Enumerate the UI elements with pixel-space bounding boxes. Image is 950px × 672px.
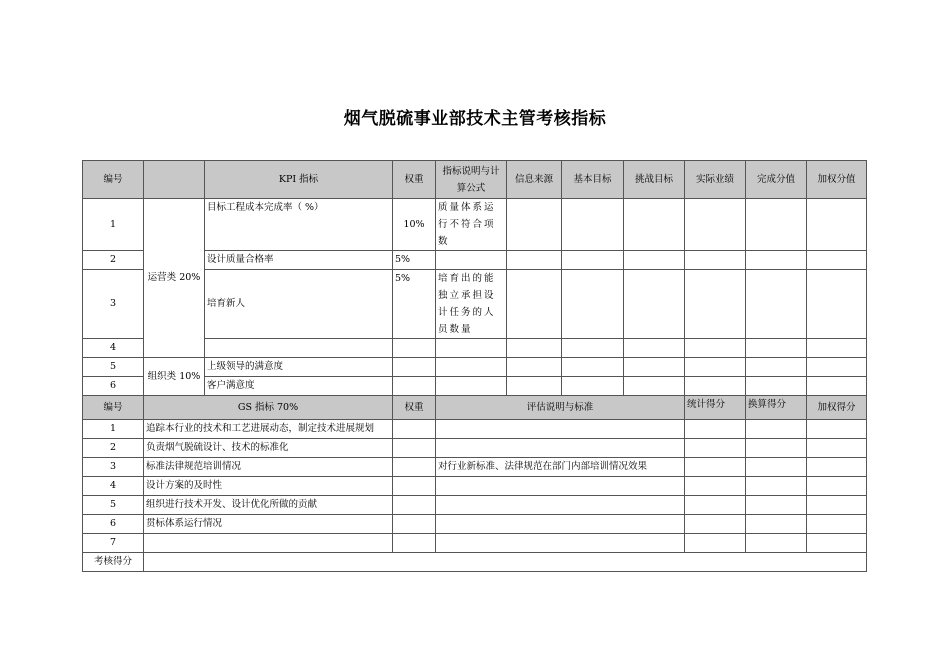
gs-row-no: 6 xyxy=(83,515,144,534)
gs-row-weighted xyxy=(807,477,867,496)
kpi-row-base xyxy=(562,251,624,270)
kpi-row-actual xyxy=(685,199,746,251)
kpi-row-source xyxy=(507,377,562,396)
kpi-row-no: 2 xyxy=(83,251,144,270)
gs-row-weight xyxy=(393,534,436,553)
kpi-header-challenge-target: 挑战目标 xyxy=(624,161,685,199)
gs-row-convert xyxy=(746,534,807,553)
gs-row-convert xyxy=(746,515,807,534)
gs-row-name xyxy=(144,534,393,553)
kpi-row-challenge xyxy=(624,251,685,270)
kpi-row-weighted xyxy=(807,251,867,270)
gs-header-weighted-score: 加权得分 xyxy=(807,396,867,420)
kpi-row-source xyxy=(507,251,562,270)
kpi-row-base xyxy=(562,270,624,339)
gs-row-no: 5 xyxy=(83,496,144,515)
gs-row-evaluation xyxy=(436,439,685,458)
gs-row-name: 追踪本行业的技术和工艺进展动态，制定技术进展规划 xyxy=(144,420,393,439)
kpi-row-score xyxy=(746,339,807,358)
kpi-row-no: 3 xyxy=(83,270,144,339)
gs-row-stat xyxy=(685,496,746,515)
gs-row-evaluation xyxy=(436,477,685,496)
kpi-row-no: 4 xyxy=(83,339,144,358)
kpi-row-name xyxy=(205,339,393,358)
gs-row-weight xyxy=(393,515,436,534)
kpi-group-org: 组织类 10% xyxy=(144,358,205,396)
gs-row-evaluation xyxy=(436,534,685,553)
kpi-row-base xyxy=(562,358,624,377)
kpi-header-actual: 实际业绩 xyxy=(685,161,746,199)
kpi-row-score xyxy=(746,199,807,251)
gs-row-no: 3 xyxy=(83,458,144,477)
kpi-row-challenge xyxy=(624,270,685,339)
kpi-header-no: 编号 xyxy=(83,161,144,199)
kpi-row-description: 质量体系运行不符合项数 xyxy=(436,199,507,251)
gs-row-evaluation xyxy=(436,515,685,534)
kpi-row-source xyxy=(507,358,562,377)
kpi-row-challenge xyxy=(624,358,685,377)
gs-row-stat xyxy=(685,477,746,496)
kpi-row-name: 设计质量合格率 xyxy=(205,251,393,270)
kpi-row-base xyxy=(562,199,624,251)
kpi-row-score xyxy=(746,377,807,396)
kpi-row-name: 上级领导的满意度 xyxy=(205,358,393,377)
kpi-row-base xyxy=(562,377,624,396)
gs-row-weighted xyxy=(807,458,867,477)
gs-header-no: 编号 xyxy=(83,396,144,420)
gs-row xyxy=(83,496,867,515)
kpi-header-description: 指标说明与计算公式 xyxy=(436,161,507,199)
kpi-row-weighted xyxy=(807,199,867,251)
kpi-row-score xyxy=(746,270,807,339)
gs-row-no: 4 xyxy=(83,477,144,496)
kpi-header-score: 完成分值 xyxy=(746,161,807,199)
kpi-row-weight: 5% xyxy=(393,270,436,339)
kpi-row-name: 培育新人 xyxy=(205,270,393,339)
kpi-header-weighted: 加权分值 xyxy=(807,161,867,199)
gs-row-evaluation: 对行业新标准、法律规范在部门内部培训情况效果 xyxy=(436,458,685,477)
kpi-row-weighted xyxy=(807,358,867,377)
gs-row-evaluation xyxy=(436,496,685,515)
kpi-header-base-target: 基本目标 xyxy=(562,161,624,199)
kpi-row xyxy=(83,199,867,251)
gs-row-weighted xyxy=(807,496,867,515)
gs-row xyxy=(83,420,867,439)
kpi-row-no: 5 xyxy=(83,358,144,377)
assessment-table xyxy=(82,160,867,572)
gs-row-name: 标准法律规范培训情况 xyxy=(144,458,393,477)
kpi-row-actual xyxy=(685,251,746,270)
gs-row-convert xyxy=(746,439,807,458)
gs-row-name: 组织进行技术开发、设计优化所做的贡献 xyxy=(144,496,393,515)
kpi-row-score xyxy=(746,251,807,270)
gs-row-no: 1 xyxy=(83,420,144,439)
kpi-row xyxy=(83,358,867,377)
kpi-row-source xyxy=(507,199,562,251)
gs-row-weight xyxy=(393,439,436,458)
kpi-row-weighted xyxy=(807,339,867,358)
gs-row-stat xyxy=(685,515,746,534)
kpi-row-description xyxy=(436,358,507,377)
kpi-row-description: 培育出的能独立承担设计任务的人员数量 xyxy=(436,270,507,339)
gs-row-convert xyxy=(746,477,807,496)
page-title: 烟气脱硫事业部技术主管考核指标 xyxy=(343,109,607,129)
gs-row-no: 7 xyxy=(83,534,144,553)
total-score-value xyxy=(144,553,867,572)
kpi-row-weight: 5% xyxy=(393,251,436,270)
gs-row-convert xyxy=(746,458,807,477)
kpi-row-weighted xyxy=(807,270,867,339)
kpi-row-challenge xyxy=(624,199,685,251)
gs-row-weight xyxy=(393,496,436,515)
kpi-row-no: 6 xyxy=(83,377,144,396)
gs-row-stat xyxy=(685,439,746,458)
kpi-row-source xyxy=(507,339,562,358)
gs-row-no: 2 xyxy=(83,439,144,458)
gs-row xyxy=(83,439,867,458)
kpi-row-base xyxy=(562,339,624,358)
gs-header-row xyxy=(83,396,867,420)
kpi-row-name: 目标工程成本完成率（ %） xyxy=(205,199,393,251)
gs-row xyxy=(83,477,867,496)
kpi-row-weight xyxy=(393,377,436,396)
gs-row-convert xyxy=(746,496,807,515)
kpi-row-actual xyxy=(685,358,746,377)
kpi-row-no: 1 xyxy=(83,199,144,251)
kpi-row-challenge xyxy=(624,377,685,396)
kpi-header-category xyxy=(144,161,205,199)
gs-row-weight xyxy=(393,477,436,496)
kpi-header-source: 信息来源 xyxy=(507,161,562,199)
kpi-row-source xyxy=(507,270,562,339)
gs-row xyxy=(83,534,867,553)
gs-row-stat xyxy=(685,458,746,477)
kpi-row-weighted xyxy=(807,377,867,396)
kpi-row-actual xyxy=(685,377,746,396)
kpi-row-challenge xyxy=(624,339,685,358)
gs-row-name: 贯标体系运行情况 xyxy=(144,515,393,534)
gs-header-indicator: GS 指标 70% xyxy=(144,396,393,420)
kpi-row-description xyxy=(436,339,507,358)
gs-header-convert-score: 换算得分 xyxy=(746,396,807,420)
kpi-header-indicator: KPI 指标 xyxy=(205,161,393,199)
kpi-row-description xyxy=(436,377,507,396)
total-score-row xyxy=(83,553,867,572)
kpi-group-ops: 运营类 20% xyxy=(144,199,205,358)
gs-row-weighted xyxy=(807,420,867,439)
gs-header-stat-score: 统计得分 xyxy=(685,396,746,420)
kpi-header-weight: 权重 xyxy=(393,161,436,199)
kpi-row-name: 客户满意度 xyxy=(205,377,393,396)
kpi-header-row xyxy=(83,161,867,199)
kpi-row-score xyxy=(746,358,807,377)
gs-row-weight xyxy=(393,458,436,477)
gs-row-convert xyxy=(746,420,807,439)
gs-header-evaluation: 评估说明与标准 xyxy=(436,396,685,420)
gs-row-name: 负责烟气脱硫设计、技术的标准化 xyxy=(144,439,393,458)
kpi-row-weight xyxy=(393,358,436,377)
gs-row-weighted xyxy=(807,534,867,553)
gs-row xyxy=(83,458,867,477)
kpi-row-weight: 10% xyxy=(393,199,436,251)
gs-row-name: 设计方案的及时性 xyxy=(144,477,393,496)
gs-header-weight: 权重 xyxy=(393,396,436,420)
gs-row-weighted xyxy=(807,515,867,534)
kpi-row-actual xyxy=(685,270,746,339)
kpi-row-weight xyxy=(393,339,436,358)
kpi-row-actual xyxy=(685,339,746,358)
gs-row-weighted xyxy=(807,439,867,458)
gs-row xyxy=(83,515,867,534)
gs-row-stat xyxy=(685,420,746,439)
total-score-label: 考核得分 xyxy=(83,553,144,572)
gs-row-evaluation xyxy=(436,420,685,439)
gs-row-weight xyxy=(393,420,436,439)
kpi-row-description xyxy=(436,251,507,270)
gs-row-stat xyxy=(685,534,746,553)
